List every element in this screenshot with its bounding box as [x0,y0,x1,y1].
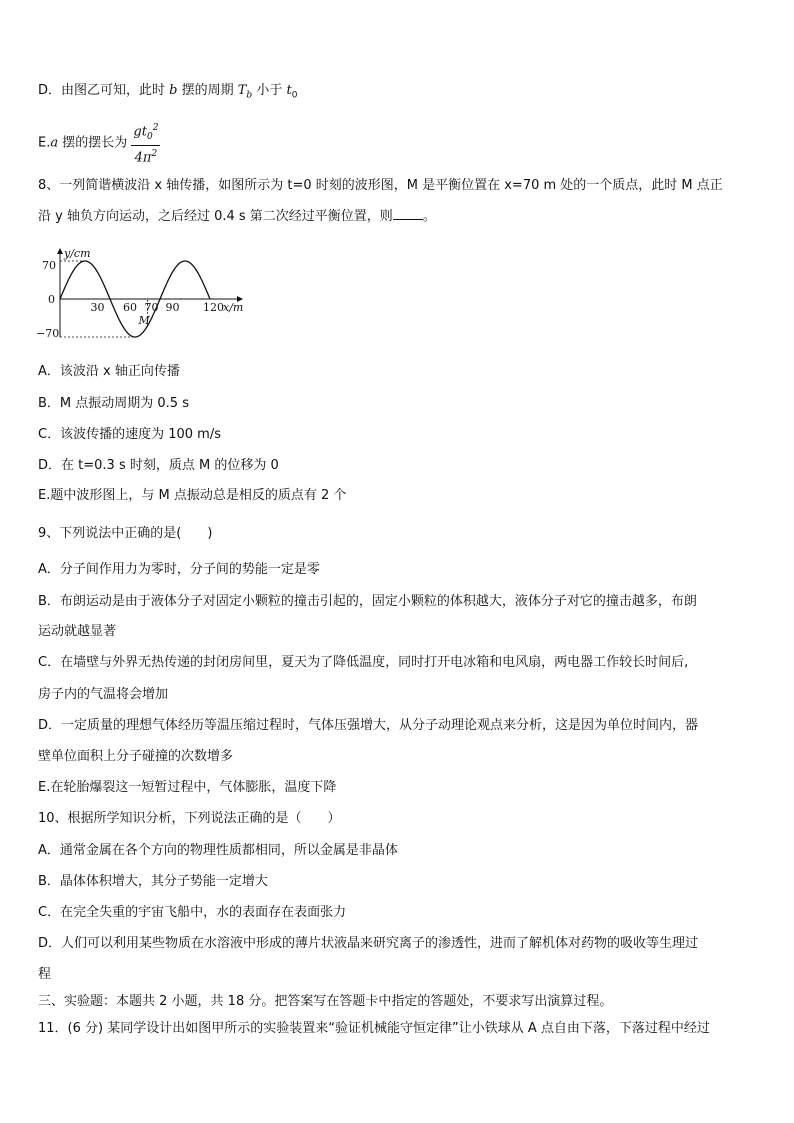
q9-option-c-line1: C．在墙壁与外界无热传递的封闭房间里，夏天为了降低温度，同时打开电冰箱和电风扇，两电器工作较长时间后, [38,655,689,670]
answer-blank [393,207,423,220]
q8-stem-line2 [38,207,436,226]
q10-option-d-line2: 程 [38,967,52,982]
q9-option-b-line2: 运动就越显著 [38,624,117,639]
q7-d-prefix: D．由图乙可知，此时 [38,83,170,98]
frac-num-sub: 0 [146,131,153,142]
point-m-label: M [138,313,150,327]
q8-option-b: B．M 点振动周期为 0.5 s [38,396,189,411]
q9-option-c-line2: 房子内的气温将会增加 [38,687,169,702]
q9-option-d-line2: 壁单位面积上分子碰撞的次数增多 [38,749,234,764]
q9-option-a: A．分子间作用力为零时，分子间的势能一定是零 [38,562,320,577]
q7-option-e [38,120,160,166]
q9-option-e: E.在轮胎爆裂这一短暂过程中，气体膨胀，温度下降 [38,780,337,795]
q7-d-tsub: 0 [291,90,298,101]
x-tick-label: 120 [203,301,224,314]
q7-d-mid: 摆的周期 [177,83,238,98]
frac-num-sup: 2 [152,123,159,133]
q9-stem: 9、下列说法中正确的是( ) [38,526,213,541]
q8-stem-line2-text: 沿 y 轴负方向运动，之后经过 0.4 s 第二次经过平衡位置，则 [38,209,393,224]
q10-option-c: C．在完全失重的宇宙飞船中，水的表面存在表面张力 [38,905,347,920]
frac-den: 4π [134,150,152,166]
q7-d-t: t [286,83,292,98]
q7-d-T: T [237,83,247,98]
q9-option-b-line1: B．布朗运动是由于液体分子对固定小颗粒的撞击引起的，固定小颗粒的体积越大，液体分子对它的撞击越多，布朗 [38,594,697,609]
q11-stem: 11．(6 分) 某同学设计出如图甲所示的实验装置来“验证机械能守恒定律”让小铁球从 A 点自由下落，下落过程中经过 [38,1021,710,1036]
y-tick-label: 0 [48,293,55,306]
q10-option-b: B．晶体体积增大，其分子势能一定增大 [38,874,268,889]
x-tick-label: 30 [90,301,105,314]
q8-option-c: C．该波传播的速度为 100 m/s [38,427,221,442]
pendulum-length-fraction [131,120,160,166]
q7-option-d [38,82,297,105]
q8-stem-line2-end: 。 [422,209,436,224]
y-tick-label: −70 [36,327,60,340]
q10-stem: 10、根据所学知识分析，下列说法正确的是（ ） [38,811,341,826]
q9-option-d-line1: D．一定质量的理想气体经历等温压缩过程时，气体压强增大，从分子动理论观点来分析，这是因为单位时间内，器 [38,718,699,733]
q7-d-suffix: 小于 [252,83,287,98]
wave-graph [30,245,250,345]
q8-stem-line1: 8、一列简谐横波沿 x 轴传播，如图所示为 t=0 时刻的波形图，M 是平衡位置在 x=70 m 处的一个质点，此时 M 点正 [38,178,723,193]
q7-e-prefix: E. [38,135,51,151]
section-3-heading: 三、实验题：本题共 2 小题，共 18 分。把答案写在答题卡中指定的答题处，不要求写出演算过程。 [38,994,613,1009]
q7-d-Tsub: b [246,90,253,101]
q8-option-e: E.题中波形图上，与 M 点振动总是相反的质点有 2 个 [38,488,347,503]
q10-option-d-line1: D．人们可以利用某些物质在水溶液中形成的薄片状液晶来研究离子的渗透性，进而了解机体对药物的吸收等生理过 [38,936,699,951]
y-axis-label: y/cm [64,247,91,260]
x-tick-label: 90 [165,301,180,314]
y-tick-label: 70 [42,259,56,272]
q7-e-mid: 摆的摆长为 [58,135,128,151]
x-tick-label: 70 [144,301,159,314]
q8-option-d: D．在 t=0.3 s 时刻，质点 M 的位移为 0 [38,458,279,473]
q7-d-b: b [169,83,178,98]
q10-option-a: A．通常金属在各个方向的物理性质都相同，所以金属是非晶体 [38,843,398,858]
x-axis-label: x/m [223,301,244,314]
frac-den-sup: 2 [151,148,158,159]
q7-e-a: a [50,135,59,151]
x-tick-label: 60 [123,301,137,314]
frac-num: gt [133,124,147,140]
q8-option-a: A．该波沿 x 轴正向传播 [38,364,180,379]
